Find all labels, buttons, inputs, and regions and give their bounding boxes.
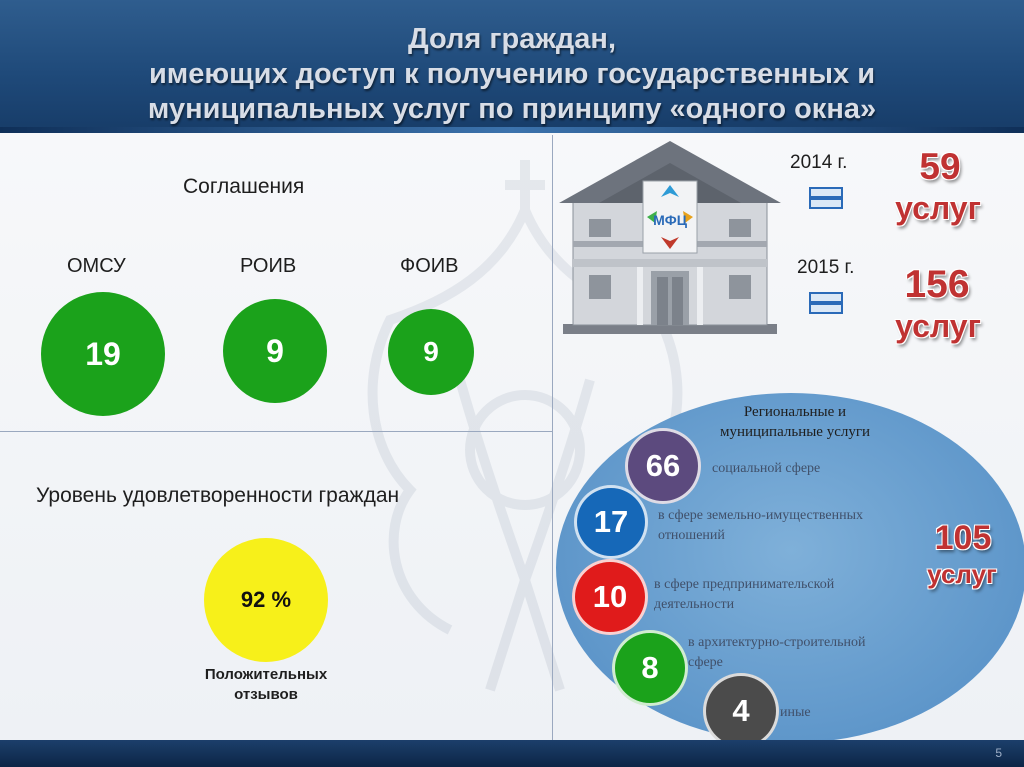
omsu-count: 19: [85, 335, 121, 372]
land-count: 17: [593, 504, 629, 539]
omsu-label: ОМСУ: [67, 255, 126, 277]
roiv-count: 9: [266, 332, 284, 369]
business-count-circle: [572, 559, 648, 635]
land-count-circle: [574, 485, 648, 559]
construction-label-line-1: в архитектурно-строительной: [688, 635, 866, 650]
unit-2014: услуг: [895, 190, 981, 226]
satisfaction-value: 92 %: [240, 587, 292, 612]
satisfaction-circle: [204, 538, 328, 662]
construction-count: 8: [641, 650, 659, 685]
count-2014: 59: [919, 146, 961, 187]
land-label-line-1: в сфере земельно-имущественных: [658, 508, 863, 523]
regional-heading-line-2: муниципальные услуги: [719, 424, 871, 440]
foiv-count: 9: [423, 336, 439, 367]
construction-count-circle: [612, 630, 688, 706]
foiv-count-circle: [388, 309, 474, 395]
equals-icon-2014-top: [809, 187, 843, 198]
title-line-3: муниципальных услуг по принципу «одного окна»: [147, 93, 877, 125]
equals-icon-2015-bottom: [809, 303, 843, 314]
mfc-building-icon: [559, 141, 781, 336]
mfc-sign: МФЦ: [653, 212, 687, 228]
business-label-line-1: в сфере предпринимательской: [654, 577, 835, 592]
slide-title: [0, 22, 1024, 127]
foiv-label: ФОИВ: [400, 255, 459, 277]
other-count-circle: [703, 673, 779, 749]
satisfaction-heading: Уровень удовлетворенности граждан: [36, 484, 400, 507]
horizontal-divider: [0, 431, 553, 432]
regional-total-unit: услуг: [927, 559, 997, 589]
vertical-divider: [552, 135, 553, 740]
roiv-label: РОИВ: [240, 255, 297, 277]
social-count-circle: [625, 428, 701, 504]
business-label: [654, 575, 834, 615]
land-label: [658, 506, 863, 546]
social-label: социальной сфере: [712, 461, 821, 476]
equals-icon-2015-top: [809, 292, 843, 303]
business-label-line-2: деятельности: [654, 597, 735, 612]
omsu-count-circle: [41, 292, 165, 416]
year-2014: 2014 г.: [790, 152, 848, 173]
land-label-line-2: отношений: [658, 528, 725, 543]
page-number: 5: [995, 746, 1002, 760]
satisfaction-caption: [180, 665, 352, 705]
other-label: иные: [780, 705, 811, 720]
count-2015: 156: [904, 263, 970, 306]
footer-bar: [0, 740, 1024, 767]
regional-heading-line-1: Региональные и: [743, 404, 847, 420]
regional-total: 105: [934, 519, 992, 557]
social-count: 66: [645, 448, 681, 483]
business-count: 10: [592, 579, 628, 614]
title-line-1: Доля граждан,: [408, 23, 616, 55]
year-2015: 2015 г.: [797, 257, 855, 278]
equals-icon-2014-bottom: [809, 198, 843, 209]
regional-heading: [660, 402, 930, 442]
satisfaction-caption-line-1: Положительных: [204, 666, 328, 683]
other-count: 4: [732, 693, 750, 728]
roiv-count-circle: [223, 299, 327, 403]
unit-2015: услуг: [895, 308, 981, 344]
construction-label-line-2: сфере: [688, 655, 723, 670]
construction-label: [688, 633, 866, 673]
agreements-heading: Соглашения: [183, 175, 305, 198]
title-line-2: имеющих доступ к получению государственных и: [148, 58, 876, 90]
satisfaction-caption-line-2: отзывов: [234, 686, 298, 703]
